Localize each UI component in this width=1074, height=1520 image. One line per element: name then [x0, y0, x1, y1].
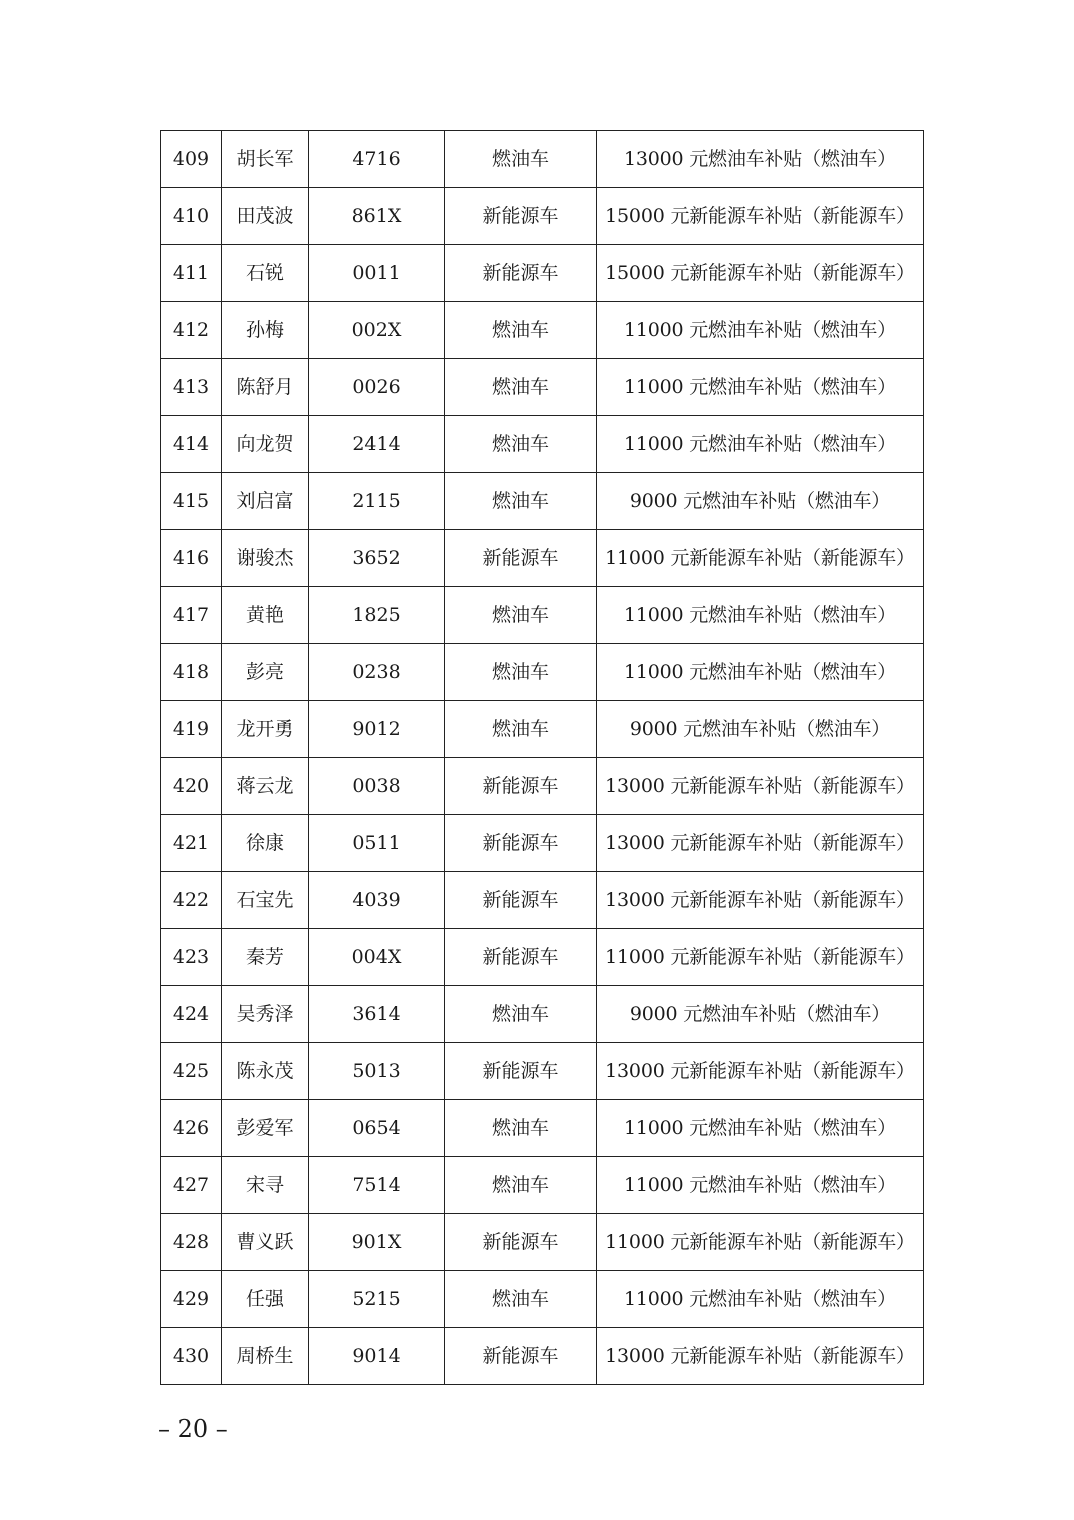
vehicle-type-cell: 燃油车 [445, 587, 597, 644]
table-row [161, 1271, 924, 1328]
vehicle-type-cell: 燃油车 [445, 302, 597, 359]
serial-number-cell: 417 [161, 587, 222, 644]
table-row [161, 1043, 924, 1100]
table-row [161, 530, 924, 587]
serial-number-cell: 429 [161, 1271, 222, 1328]
table-row [161, 872, 924, 929]
serial-number-cell: 423 [161, 929, 222, 986]
vehicle-type-cell: 新能源车 [445, 188, 597, 245]
subsidy-cell: 11000 元燃油车补贴（燃油车） [597, 416, 924, 473]
subsidy-cell: 13000 元新能源车补贴（新能源车） [597, 815, 924, 872]
table-row [161, 188, 924, 245]
subsidy-cell: 11000 元燃油车补贴（燃油车） [597, 644, 924, 701]
table-row [161, 1100, 924, 1157]
subsidy-cell: 11000 元燃油车补贴（燃油车） [597, 359, 924, 416]
subsidy-cell: 11000 元燃油车补贴（燃油车） [597, 1271, 924, 1328]
subsidy-cell: 15000 元新能源车补贴（新能源车） [597, 188, 924, 245]
serial-number-cell: 410 [161, 188, 222, 245]
subsidy-cell: 11000 元燃油车补贴（燃油车） [597, 1157, 924, 1214]
name-cell: 刘启富 [222, 473, 309, 530]
name-cell: 彭爱军 [222, 1100, 309, 1157]
id-suffix-cell: 004X [309, 929, 445, 986]
subsidy-cell: 15000 元新能源车补贴（新能源车） [597, 245, 924, 302]
table-row [161, 701, 924, 758]
id-suffix-cell: 002X [309, 302, 445, 359]
name-cell: 宋寻 [222, 1157, 309, 1214]
vehicle-type-cell: 燃油车 [445, 986, 597, 1043]
serial-number-cell: 430 [161, 1328, 222, 1385]
table-row [161, 758, 924, 815]
subsidy-cell: 13000 元新能源车补贴（新能源车） [597, 872, 924, 929]
name-cell: 陈永茂 [222, 1043, 309, 1100]
subsidy-cell: 11000 元新能源车补贴（新能源车） [597, 929, 924, 986]
subsidy-table [160, 130, 924, 1385]
subsidy-cell: 13000 元新能源车补贴（新能源车） [597, 758, 924, 815]
table-row [161, 131, 924, 188]
name-cell: 曹义跃 [222, 1214, 309, 1271]
subsidy-cell: 13000 元燃油车补贴（燃油车） [597, 131, 924, 188]
name-cell: 田茂波 [222, 188, 309, 245]
table-row [161, 1214, 924, 1271]
vehicle-type-cell: 新能源车 [445, 815, 597, 872]
table-row [161, 302, 924, 359]
id-suffix-cell: 0011 [309, 245, 445, 302]
subsidy-cell: 9000 元燃油车补贴（燃油车） [597, 473, 924, 530]
vehicle-type-cell: 新能源车 [445, 929, 597, 986]
table-row [161, 245, 924, 302]
vehicle-type-cell: 燃油车 [445, 131, 597, 188]
vehicle-type-cell: 新能源车 [445, 1214, 597, 1271]
id-suffix-cell: 9014 [309, 1328, 445, 1385]
serial-number-cell: 416 [161, 530, 222, 587]
id-suffix-cell: 0038 [309, 758, 445, 815]
vehicle-type-cell: 新能源车 [445, 872, 597, 929]
name-cell: 陈舒月 [222, 359, 309, 416]
subsidy-cell: 9000 元燃油车补贴（燃油车） [597, 986, 924, 1043]
table-row [161, 929, 924, 986]
name-cell: 黄艳 [222, 587, 309, 644]
vehicle-type-cell: 新能源车 [445, 530, 597, 587]
serial-number-cell: 428 [161, 1214, 222, 1271]
id-suffix-cell: 4039 [309, 872, 445, 929]
subsidy-cell: 9000 元燃油车补贴（燃油车） [597, 701, 924, 758]
vehicle-type-cell: 燃油车 [445, 1157, 597, 1214]
table-row [161, 815, 924, 872]
name-cell: 胡长军 [222, 131, 309, 188]
name-cell: 彭亮 [222, 644, 309, 701]
id-suffix-cell: 0511 [309, 815, 445, 872]
id-suffix-cell: 2414 [309, 416, 445, 473]
subsidy-cell: 11000 元燃油车补贴（燃油车） [597, 1100, 924, 1157]
name-cell: 吴秀泽 [222, 986, 309, 1043]
vehicle-type-cell: 燃油车 [445, 359, 597, 416]
name-cell: 石宝先 [222, 872, 309, 929]
vehicle-type-cell: 新能源车 [445, 245, 597, 302]
name-cell: 徐康 [222, 815, 309, 872]
serial-number-cell: 418 [161, 644, 222, 701]
name-cell: 孙梅 [222, 302, 309, 359]
name-cell: 蒋云龙 [222, 758, 309, 815]
id-suffix-cell: 0238 [309, 644, 445, 701]
id-suffix-cell: 7514 [309, 1157, 445, 1214]
page-number: – 20 – [158, 1415, 228, 1443]
serial-number-cell: 409 [161, 131, 222, 188]
id-suffix-cell: 9012 [309, 701, 445, 758]
name-cell: 石锐 [222, 245, 309, 302]
subsidy-cell: 13000 元新能源车补贴（新能源车） [597, 1328, 924, 1385]
vehicle-type-cell: 燃油车 [445, 1271, 597, 1328]
serial-number-cell: 420 [161, 758, 222, 815]
name-cell: 向龙贺 [222, 416, 309, 473]
vehicle-type-cell: 燃油车 [445, 1100, 597, 1157]
serial-number-cell: 419 [161, 701, 222, 758]
id-suffix-cell: 3652 [309, 530, 445, 587]
subsidy-cell: 11000 元新能源车补贴（新能源车） [597, 1214, 924, 1271]
name-cell: 秦芳 [222, 929, 309, 986]
id-suffix-cell: 4716 [309, 131, 445, 188]
table-row [161, 416, 924, 473]
id-suffix-cell: 1825 [309, 587, 445, 644]
table-row [161, 359, 924, 416]
serial-number-cell: 422 [161, 872, 222, 929]
id-suffix-cell: 3614 [309, 986, 445, 1043]
serial-number-cell: 413 [161, 359, 222, 416]
subsidy-cell: 13000 元新能源车补贴（新能源车） [597, 1043, 924, 1100]
subsidy-cell: 11000 元新能源车补贴（新能源车） [597, 530, 924, 587]
subsidy-cell: 11000 元燃油车补贴（燃油车） [597, 587, 924, 644]
vehicle-type-cell: 新能源车 [445, 758, 597, 815]
name-cell: 谢骏杰 [222, 530, 309, 587]
name-cell: 周桥生 [222, 1328, 309, 1385]
id-suffix-cell: 901X [309, 1214, 445, 1271]
id-suffix-cell: 5013 [309, 1043, 445, 1100]
vehicle-type-cell: 燃油车 [445, 644, 597, 701]
table-body [161, 131, 924, 1385]
table-row [161, 644, 924, 701]
vehicle-type-cell: 新能源车 [445, 1043, 597, 1100]
name-cell: 龙开勇 [222, 701, 309, 758]
serial-number-cell: 414 [161, 416, 222, 473]
id-suffix-cell: 0026 [309, 359, 445, 416]
table-row [161, 1157, 924, 1214]
serial-number-cell: 411 [161, 245, 222, 302]
serial-number-cell: 425 [161, 1043, 222, 1100]
serial-number-cell: 421 [161, 815, 222, 872]
serial-number-cell: 415 [161, 473, 222, 530]
name-cell: 任强 [222, 1271, 309, 1328]
id-suffix-cell: 861X [309, 188, 445, 245]
vehicle-type-cell: 燃油车 [445, 473, 597, 530]
vehicle-type-cell: 燃油车 [445, 416, 597, 473]
table-row [161, 986, 924, 1043]
vehicle-type-cell: 燃油车 [445, 701, 597, 758]
table-row [161, 1328, 924, 1385]
vehicle-type-cell: 新能源车 [445, 1328, 597, 1385]
table-row [161, 587, 924, 644]
serial-number-cell: 427 [161, 1157, 222, 1214]
id-suffix-cell: 5215 [309, 1271, 445, 1328]
serial-number-cell: 412 [161, 302, 222, 359]
table-row [161, 473, 924, 530]
serial-number-cell: 426 [161, 1100, 222, 1157]
id-suffix-cell: 0654 [309, 1100, 445, 1157]
id-suffix-cell: 2115 [309, 473, 445, 530]
subsidy-cell: 11000 元燃油车补贴（燃油车） [597, 302, 924, 359]
serial-number-cell: 424 [161, 986, 222, 1043]
